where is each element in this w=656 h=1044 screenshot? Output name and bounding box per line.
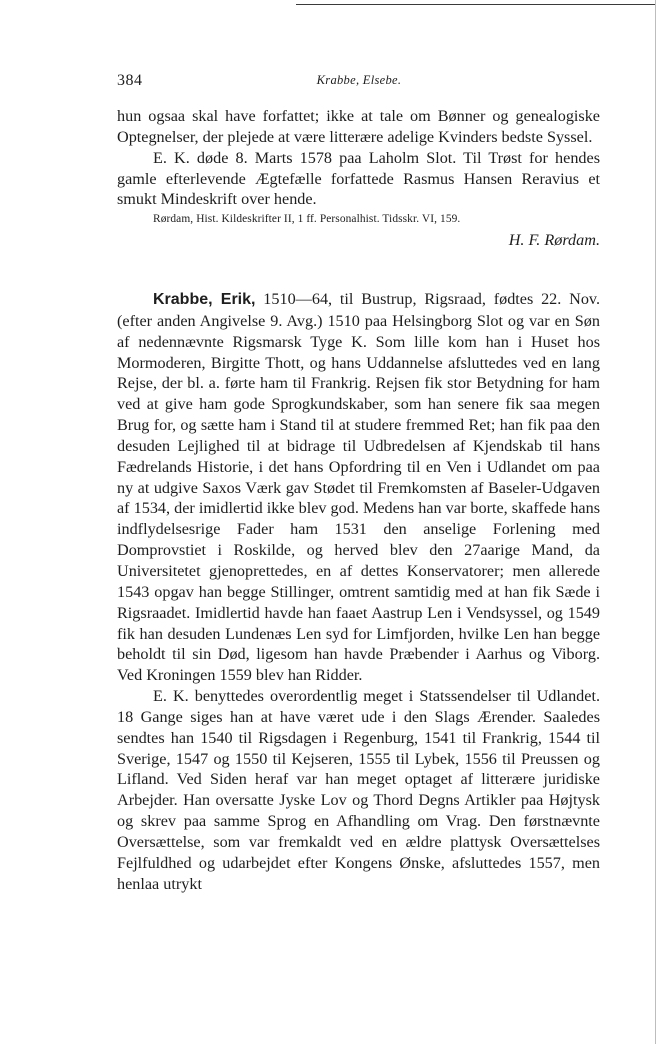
erik-paragraph-1-text: 1510—64, til Bustrup, Rigsraad, fødtes 22. Nov. (efter anden Angivelse 9. Avg.) 1510 paa Helsingborg Slot og var en Søn af nedennævnte Rigsmarsk Tyge K. Som lille kom han i Huset hos Mormoderen, Birgitte Thott, og hans Uddannelse afsluttedes ved en lang Rejse, der bl. a. førte ham til Frankrig. Rejsen fik stor Betydning for ham ved at give ham gode Sprogkundskaber, som han senere fik saa megen Brug for, og sætte ham i Stand til at studere fremmed Ret; han fik paa den desuden Lejlighed til at bidrage til Udbredelsen af Kjendskab til hans Fædrelands Historie, i det hans Opfordring til en Ven i Udlandet om paa ny at udgive Saxos Værk gav Stødet til Fremkomsten af Baseler-Udgaven af 1534, der imidlertid ikke blev god. Medens han var borte, skaffede hans indflydelsesrige Fader ham 1531 den anselige Forlening med Domprovstiet i Roskilde, og herved blev den 27aarige Mand, da Universitetet gjenoprettedes, en af dettes Konservatorer; men allerede 1543 opgav han begge Stillinger, omtrent samtidig med at han fik Sæde i Rigsraadet. Imidlertid havde han faaet Aastrup Len i Vendsyssel, og 1549 fik han desuden Lundenæs Len syd for Limfjorden, hvilke Len han begge beholdt til sin Død, ligesom han havde Præbender i Aarhus og Viborg. Ved Kroningen 1559 blev han Ridder. — [117, 290, 601, 685]
page-number: 384 — [117, 72, 143, 89]
erik-paragraph-2: E. K. benyttedes overordentlig meget i Statssendelser til Udlandet. 18 Gange siges han at have været ude i den Slags Ærender. Saaledes sendtes han 1540 til Rigsdagen i Regenburg, 1541 til Frankrig, 1544 til Sverige, 1547 og 1550 til Kejseren, 1555 til Lybek, 1556 til Preussen og Lifland. Ved Siden heraf var han meget optaget af litterære juridiske Arbejder. Han oversatte Jyske Lov og Thord Degns Artikler paa Højtysk og skrev paa samme Sprog en Afhandling om Vrag. Den førstnævnte Oversættelse, som var fremkaldt ved en ældre plattysk Oversættelses Fejlfuldhed og udarbejdet efter Kongens Ønske, afsluttedes 1557, men henlaa utrykt — [117, 687, 600, 893]
entry-headword: Krabbe, Erik, — [153, 291, 256, 308]
source-note: Rørdam, Hist. Kildeskrifter II, 1 ff. Personalhist. Tidsskr. VI, 159. — [153, 213, 461, 226]
running-head — [117, 72, 601, 92]
erik-krabbe-entry — [117, 289, 600, 894]
elsebe-paragraph-2: E. K. døde 8. Marts 1578 paa Laholm Slot. Til Trøst for hendes gamle efterlevende Ægtefælle forfattede Rasmus Hansen Reravius et smukt Mindeskrift over hende. — [117, 148, 600, 209]
author-signature: H. F. Rørdam. — [508, 231, 600, 250]
erik-paragraph-1 — [117, 289, 600, 686]
elsebe-continuation — [117, 106, 600, 252]
running-title: Krabbe, Elsebe. — [316, 73, 402, 87]
scan-edge-top — [296, 4, 656, 5]
elsebe-paragraph-1: hun ogsaa skal have forfattet; ikke at tale om Bønner og genealogiske Optegnelser, der plejede at være litterære adelige Kvinders bedste Syssel. — [117, 107, 600, 146]
